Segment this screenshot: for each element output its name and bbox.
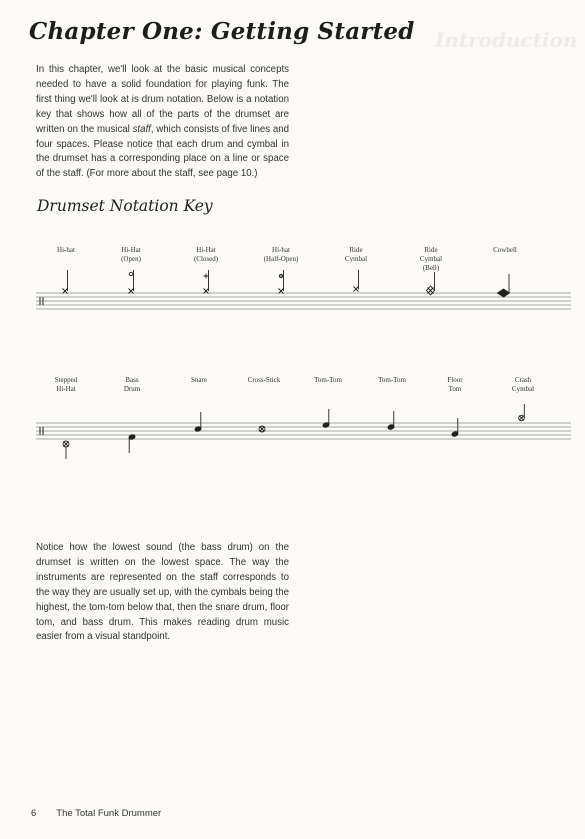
note-floor-tom bbox=[451, 418, 458, 437]
label-ride-cymbal-bell: Ride Cymbal (Bell) bbox=[419, 246, 443, 272]
note-tom-tom-low bbox=[387, 411, 394, 430]
note-cowbell bbox=[498, 274, 510, 297]
note-hi-hat-half-open bbox=[279, 270, 284, 294]
chapter-title: Chapter One: Getting Started bbox=[29, 18, 415, 45]
intro-text-emphasis: staff bbox=[132, 123, 151, 135]
label-hi-hat: Hi-hat bbox=[57, 246, 75, 254]
label-tom-tom-low: Tom-Tom bbox=[378, 376, 406, 384]
label-cowbell: Cowbell bbox=[493, 246, 517, 254]
label-stepped-hi-hat: Stepped Hi-Hat bbox=[54, 376, 78, 393]
note-crash-cymbal bbox=[519, 404, 525, 421]
label-cross-stick: Cross-Stick bbox=[247, 376, 281, 384]
closed-symbol-icon bbox=[204, 274, 209, 279]
page-number: 6 bbox=[31, 808, 37, 819]
note-stepped-hi-hat bbox=[63, 441, 69, 459]
label-ride-cymbal: Ride Cymbal bbox=[344, 246, 368, 263]
note-hi-hat-open bbox=[129, 270, 134, 294]
label-snare: Snare bbox=[191, 376, 207, 384]
staff-2 bbox=[36, 423, 571, 439]
label-hi-hat-half-open: Hi-hat (Half-Open) bbox=[263, 246, 299, 263]
label-hi-hat-open: Hi-Hat (Open) bbox=[121, 246, 141, 263]
label-floor-tom: Floor Tom bbox=[447, 376, 463, 393]
note-hi-hat-closed bbox=[204, 270, 209, 294]
note-hi-hat bbox=[63, 270, 68, 294]
closing-paragraph: Notice how the lowest sound (the bass drum) on the drumset is written on the lowest space. The way the instruments are represented on the staff corresponds to the way they are usually set up, with the cymbals being the highest, the tom-tom below that, then the snare drum, floor tom, and bass drum. This makes reading drum music easier from a visual standpoint. bbox=[36, 542, 289, 643]
label-tom-tom-high: Tom-Tom bbox=[314, 376, 342, 384]
notation-key-heading: Drumset Notation Key bbox=[37, 197, 213, 215]
note-ride-cymbal bbox=[354, 270, 359, 292]
staff-1 bbox=[36, 293, 571, 309]
intro-text-end: , which consists of five lines and four spaces. Please notice that each drum and cymbal in the drumset has a corresponding place on a line or space of the staff. (For more about the staff, see page 10.) bbox=[36, 123, 289, 180]
page-footer bbox=[31, 808, 161, 819]
label-bass-drum: Bass Drum bbox=[123, 376, 141, 393]
label-hi-hat-closed: Hi-Hat (Closed) bbox=[193, 246, 219, 263]
note-ride-cymbal-bell bbox=[427, 272, 435, 295]
intro-text-start: In this chapter, we'll look at the basic musical concepts needed to have a solid foundation for playing funk. The first thing we'll look at is drum notation. Below is a notation key that shows how all of the parts of the drumset are written on the musical bbox=[36, 64, 289, 135]
note-tom-tom-high bbox=[322, 409, 329, 428]
book-title: The Total Funk Drummer bbox=[56, 808, 162, 819]
facing-page-title-bleed: Introduction bbox=[435, 28, 578, 52]
note-bass-drum bbox=[128, 434, 135, 453]
label-crash-cymbal: Crash Cymbal bbox=[511, 376, 535, 393]
open-symbol-icon bbox=[129, 272, 132, 275]
note-snare bbox=[194, 412, 201, 432]
